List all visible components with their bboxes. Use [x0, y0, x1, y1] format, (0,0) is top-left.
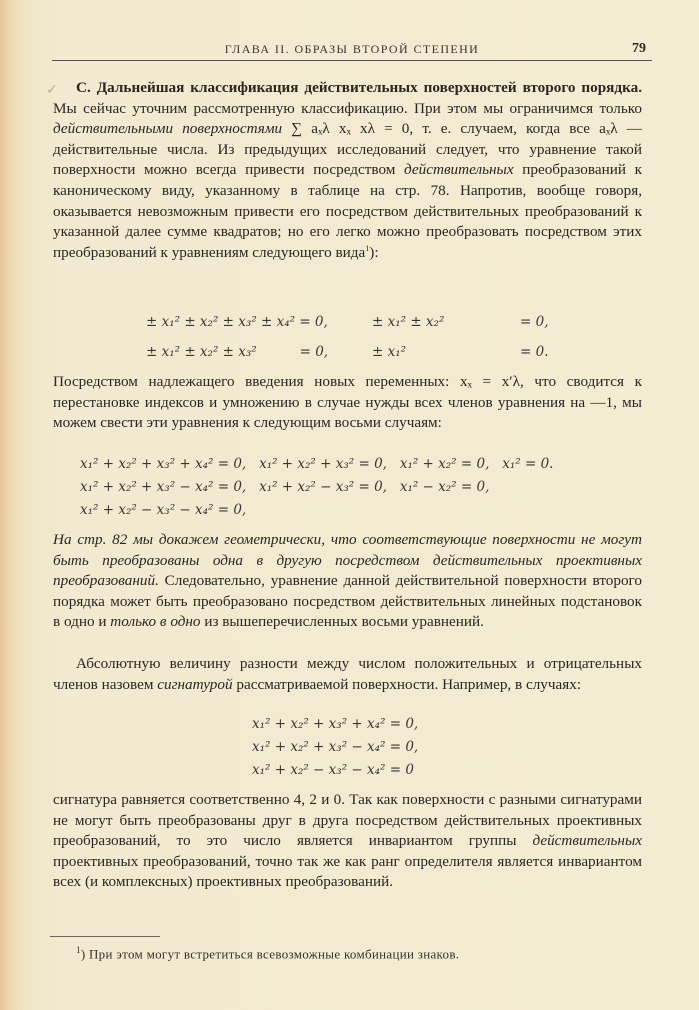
page-number: 79 [632, 41, 646, 56]
signature-definition-paragraph: Абсолютную величину разности между числом положительных и отрицательных членов назовем сигнатурой рассматриваемой поверхности. Например, в случаях: [53, 655, 642, 693]
pencil-check-icon: ✓ [46, 83, 58, 98]
footnote-ref: 1 [365, 243, 370, 253]
formula-line: ± x₁² ± x₂² ± x₃² = 0, [146, 344, 329, 360]
footnote-divider [50, 936, 160, 937]
footnote [76, 945, 459, 962]
footnote-text: ) При этом могут встретиться всевозможные комбинации знаков. [80, 946, 460, 962]
formula-line: ± x₁² [372, 344, 407, 360]
formula-line: ± x₁² ± x₂² ± x₃² ± x₄² = 0, [146, 314, 328, 330]
formula-line: ± x₁² ± x₂² [372, 314, 445, 330]
formula-line: x₁² + x₂² + x₃² + x₄² = 0, [252, 716, 419, 732]
formula-line: = 0, [520, 314, 549, 330]
formula-line: x₁² + x₂² − x₃² − x₄² = 0 [252, 762, 414, 778]
invariance-paragraph: На стр. 82 мы докажем геометрически, что соответствующие поверхности не могут быть преобразованы одна в другую посредством действительных проективных преобразований. Следовательно, уравнение данной действительной поверхности второго порядка может быть преобразовано посредством действительных линейных подстановок в одно и только в одно из вышеперечисленных восьми уравнений. [53, 531, 642, 631]
chapter-title: ГЛАВА II. ОБРАЗЫ ВТОРОЙ СТЕПЕНИ [224, 42, 480, 56]
formula-line: x₁² + x₂² + x₃² − x₄² = 0, x₁² + x₂² − x₃² = 0, x₁² − x₂² = 0, [80, 479, 490, 495]
formula-line: x₁² + x₂² − x₃² − x₄² = 0, [80, 502, 247, 518]
formula-line: x₁² + x₂² + x₃² + x₄² = 0, x₁² + x₂² + x₃² = 0, x₁² + x₂² = 0, x₁² = 0. [80, 456, 554, 472]
signature-invariant-paragraph: сигнатура равняется соответственно 4, 2 и 0. Так как поверхности с разными сигнатурами не могут быть преобразованы друг в друга посредством действительных проективных преобразований, то это число является инвариантом группы действительных проективных преобразований, точно так же как ранг определителя является инвариантом всех (и комплексных) проективных преобразований. [53, 791, 642, 891]
running-header [52, 38, 652, 61]
inline-formula: ∑ aₓλ xₓ xλ = 0 [282, 120, 410, 138]
formula-line: = 0. [520, 344, 549, 360]
section-heading: С. Дальнейшая классификация действительных поверхностей второго порядка. [76, 79, 642, 96]
substitution-paragraph: Посредством надлежащего введения новых переменных: xₓ = x′λ, что сводится к перестановке индексов и умножению в случае нужды всех членов уравнения на —1, мы можем свести эти уравнения к следующим восьми случаям: [53, 373, 642, 432]
formula-line: x₁² + x₂² + x₃² − x₄² = 0, [252, 739, 419, 755]
section-c-paragraph: С. Дальнейшая классификация действительных поверхностей второго порядка. Мы сейчас уточним рассмотренную классификацию. При этом мы ограничимся только действительными поверхностями ∑ aₓλ xₓ xλ = 0, т. е. случаем, когда все aₓλ — действительные числа. Из предыдущих исследований следует, что уравнение такой поверхности можно всегда привести посредством действительных преобразований к каноническому виду, указанному в таблице на стр. 78. Напротив, вообще говоря, оказывается невозможным привести его посредством действительных преобразований к указанной далее сумме квадратов; но его легко можно преобразовать посредством этих преобразований к уравнениям следующего вида$^1$): [53, 79, 642, 261]
footnote-mark: 1 [76, 945, 81, 955]
